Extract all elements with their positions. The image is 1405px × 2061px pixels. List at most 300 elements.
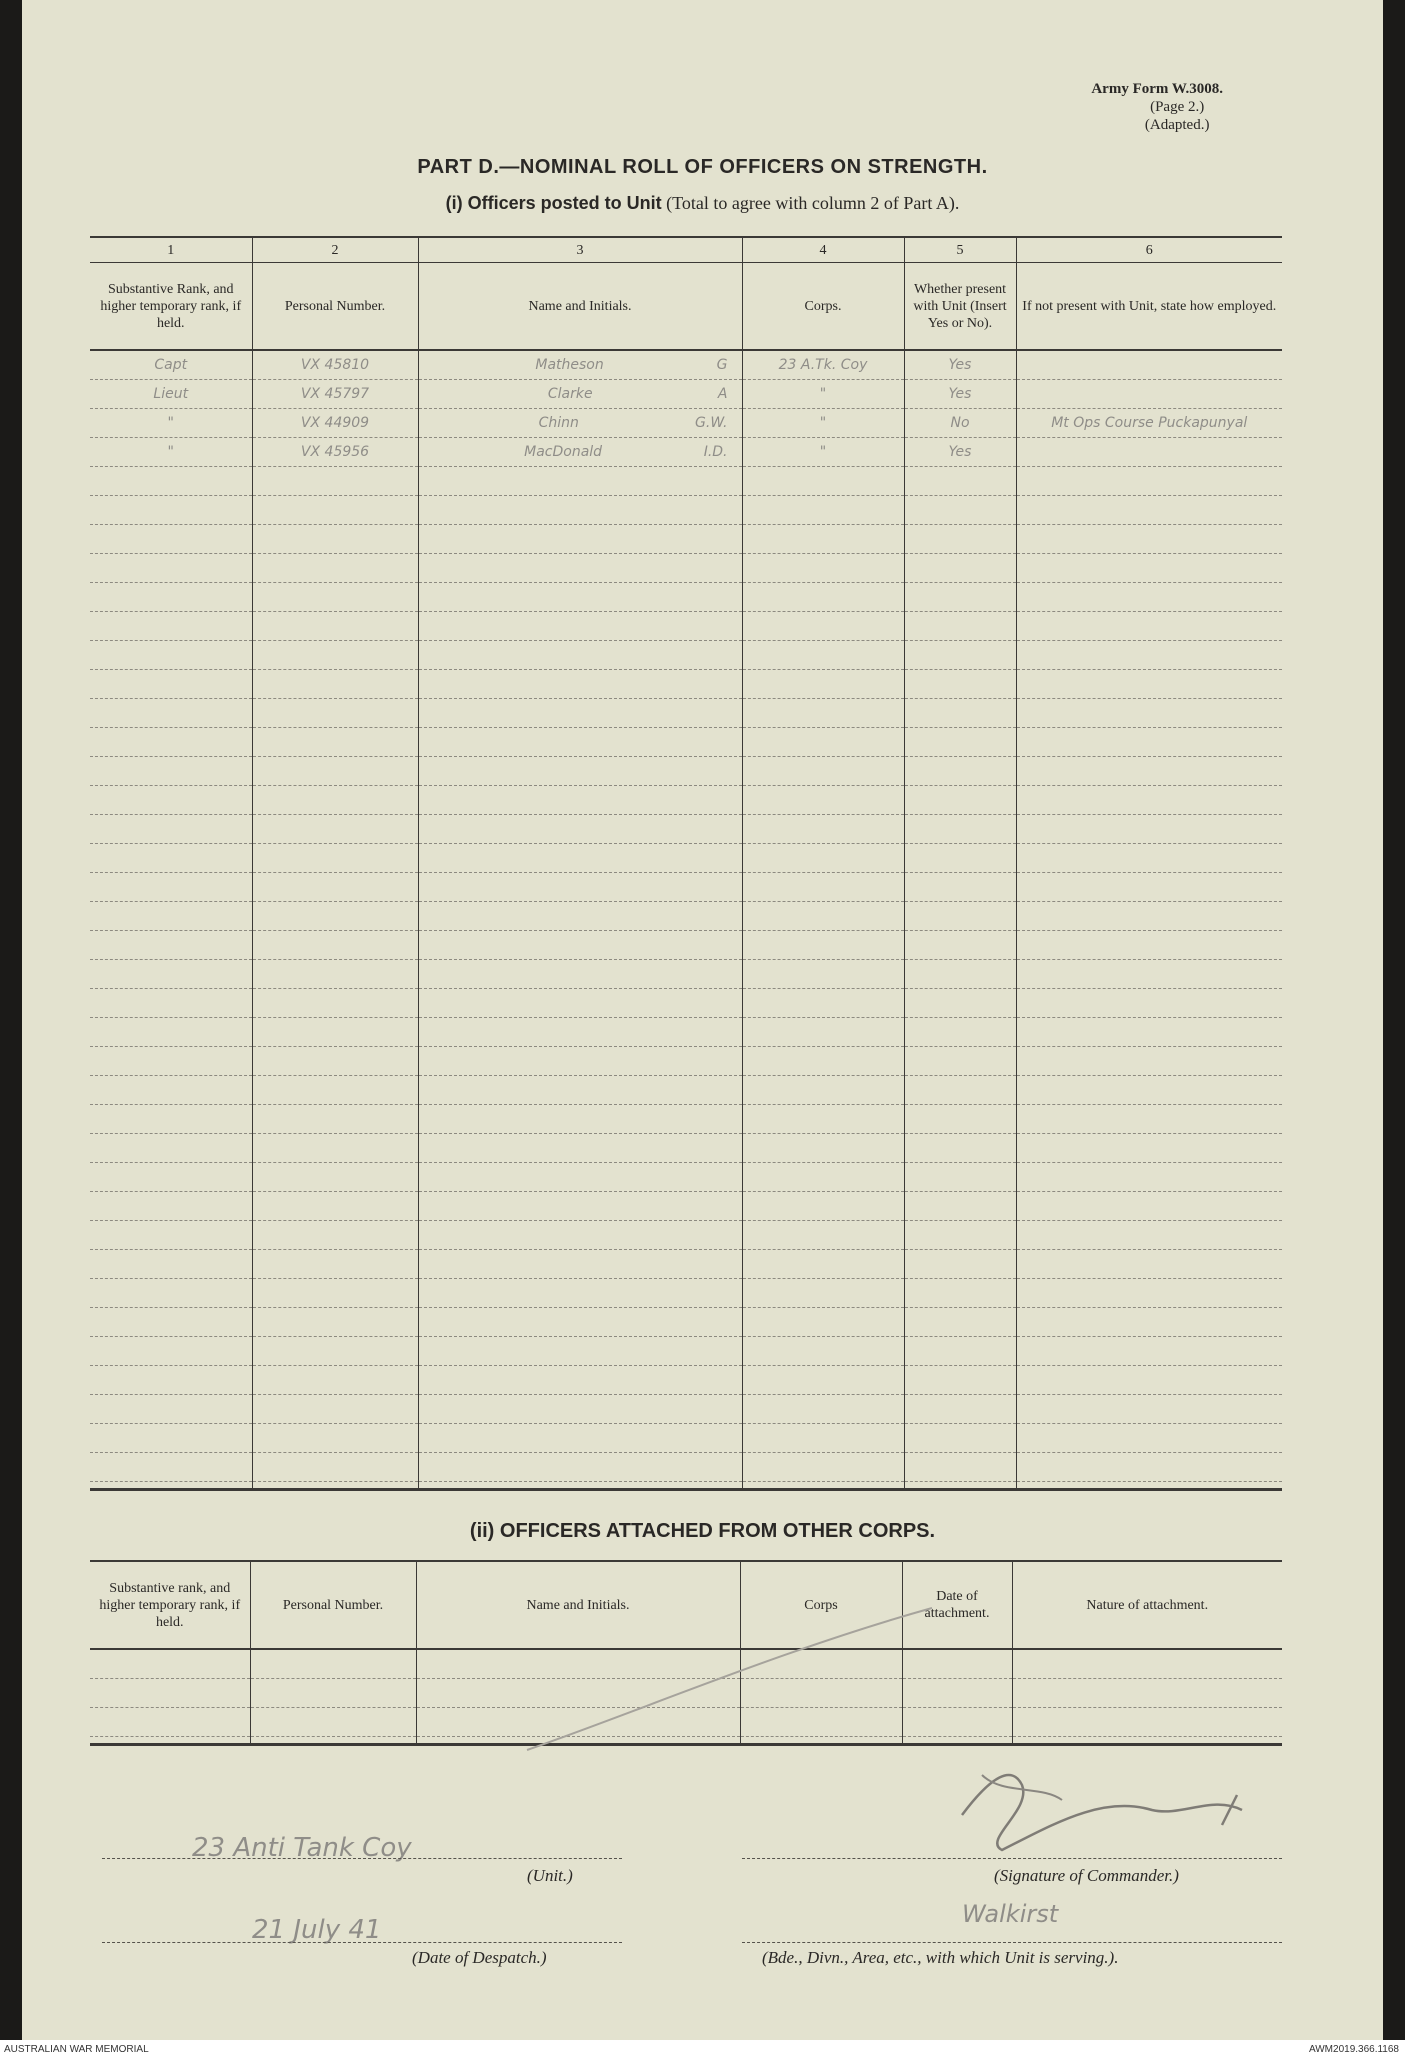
blank-cell — [1016, 1279, 1282, 1308]
blank-cell — [742, 1134, 904, 1163]
blank-cell — [904, 1250, 1016, 1279]
blank-cell — [418, 1047, 742, 1076]
blank-cell — [90, 931, 252, 960]
roll-row — [90, 931, 1282, 960]
blank-cell — [742, 612, 904, 641]
signature-label: (Signature of Commander.) — [994, 1866, 1179, 1885]
roll-row — [90, 350, 1282, 380]
blank-cell — [742, 1279, 904, 1308]
blank-cell — [90, 844, 252, 873]
blank-cell — [90, 1018, 252, 1047]
blank-cell — [904, 1453, 1016, 1482]
blank-cell — [742, 728, 904, 757]
blank-cell — [418, 1366, 742, 1395]
cell-name-initials — [418, 438, 742, 467]
blank-cell — [252, 1453, 418, 1482]
cell-corps: " — [742, 380, 904, 409]
rule-cell — [1016, 1482, 1282, 1490]
blank-cell — [252, 699, 418, 728]
blank-cell — [742, 931, 904, 960]
form-reference — [1091, 80, 1223, 134]
blank-cell — [418, 902, 742, 931]
roll-row — [90, 1192, 1282, 1221]
blank-cell — [252, 1308, 418, 1337]
signature-line — [742, 1858, 1282, 1859]
roll-row — [90, 1453, 1282, 1482]
blank-cell — [1016, 525, 1282, 554]
cell-personal-number: VX 44909 — [252, 409, 418, 438]
column-numbers-row — [90, 237, 1282, 263]
blank-cell — [252, 1250, 418, 1279]
formation-handwritten: Walkirst — [962, 1900, 1059, 1928]
roll-row — [90, 467, 1282, 496]
officer-initials: G.W. — [695, 414, 728, 431]
blank-cell — [1016, 786, 1282, 815]
blank-cell — [418, 583, 742, 612]
unit-line — [102, 1858, 622, 1859]
cell-employment — [1016, 438, 1282, 467]
officer-surname: MacDonald — [524, 443, 603, 460]
blank-cell — [252, 1221, 418, 1250]
blank-cell — [418, 815, 742, 844]
archive-accession: AWM2019.366.1168 — [1308, 2044, 1399, 2055]
blank-cell — [252, 1134, 418, 1163]
blank-cell — [1016, 699, 1282, 728]
roll-row — [90, 1047, 1282, 1076]
officers-posted-table — [90, 236, 1282, 1491]
header-employment: If not present with Unit, state how employed. — [1016, 263, 1282, 351]
rule-cell — [742, 1482, 904, 1490]
roll-row — [90, 554, 1282, 583]
blank-cell — [90, 554, 252, 583]
blank-cell — [904, 467, 1016, 496]
blank-cell — [418, 1279, 742, 1308]
header-corps: Corps. — [742, 263, 904, 351]
blank-cell — [418, 931, 742, 960]
blank-cell — [418, 1076, 742, 1105]
blank-cell — [252, 554, 418, 583]
blank-cell — [904, 989, 1016, 1018]
blank-cell — [1016, 583, 1282, 612]
roll-row — [90, 1018, 1282, 1047]
blank-cell — [418, 1105, 742, 1134]
blank-cell — [90, 786, 252, 815]
roll-row — [90, 670, 1282, 699]
blank-cell — [904, 960, 1016, 989]
rule-cell — [904, 1482, 1016, 1490]
blank-cell — [904, 583, 1016, 612]
unit-handwritten: 23 Anti Tank Coy — [192, 1833, 412, 1863]
blank-cell — [90, 960, 252, 989]
roll-row — [90, 1308, 1282, 1337]
blank-cell — [904, 1163, 1016, 1192]
roll-row — [90, 1395, 1282, 1424]
blank-cell — [1016, 1134, 1282, 1163]
blank-cell — [90, 525, 252, 554]
blank-cell — [90, 1192, 252, 1221]
date-line — [102, 1942, 622, 1943]
blank-cell — [904, 554, 1016, 583]
blank-cell — [90, 902, 252, 931]
blank-cell — [90, 1308, 252, 1337]
cell-present: Yes — [904, 380, 1016, 409]
blank-cell — [90, 1047, 252, 1076]
unit-label: (Unit.) — [527, 1866, 573, 1885]
blank-cell — [1016, 467, 1282, 496]
blank-cell — [904, 1076, 1016, 1105]
blank-cell — [252, 467, 418, 496]
blank-cell — [418, 844, 742, 873]
cell-present: Yes — [904, 350, 1016, 380]
cell-rank: Capt — [90, 350, 252, 380]
blank-cell — [90, 641, 252, 670]
blank-cell — [1016, 1366, 1282, 1395]
blank-cell — [418, 1308, 742, 1337]
formation-line — [742, 1942, 1282, 1943]
blank-cell — [904, 873, 1016, 902]
blank-cell — [742, 989, 904, 1018]
blank-cell — [904, 1424, 1016, 1453]
blank-cell — [742, 670, 904, 699]
officer-surname: Clarke — [547, 385, 593, 402]
blank-cell — [1016, 1076, 1282, 1105]
blank-cell — [418, 554, 742, 583]
blank-cell — [1016, 1105, 1282, 1134]
roll-row — [90, 641, 1282, 670]
blank-cell — [418, 1337, 742, 1366]
attached-header-nature: Nature of attachment. — [1012, 1561, 1282, 1649]
blank-cell — [418, 728, 742, 757]
blank-cell — [418, 1192, 742, 1221]
formation-label: (Bde., Divn., Area, etc., with which Unit is serving.). — [762, 1948, 1119, 1967]
blank-cell — [1016, 960, 1282, 989]
blank-cell — [418, 1018, 742, 1047]
blank-cell — [1016, 1337, 1282, 1366]
blank-cell — [742, 902, 904, 931]
roll-row — [90, 1076, 1282, 1105]
blank-cell — [252, 525, 418, 554]
blank-cell — [904, 1279, 1016, 1308]
blank-cell — [742, 1192, 904, 1221]
archive-footer — [0, 2040, 1405, 2061]
roll-row — [90, 757, 1282, 786]
roll-row — [90, 786, 1282, 815]
roll-row — [90, 612, 1282, 641]
blank-cell — [1016, 728, 1282, 757]
blank-cell — [252, 757, 418, 786]
officer-surname: Chinn — [538, 414, 579, 431]
blank-cell — [1016, 641, 1282, 670]
blank-cell — [1016, 1308, 1282, 1337]
blank-cell — [250, 1679, 416, 1708]
roll-row — [90, 525, 1282, 554]
blank-cell — [90, 1366, 252, 1395]
blank-cell — [904, 1395, 1016, 1424]
blank-cell — [252, 583, 418, 612]
cell-personal-number: VX 45810 — [252, 350, 418, 380]
rule-cell — [418, 1482, 742, 1490]
blank-cell — [1016, 1250, 1282, 1279]
blank-cell — [90, 1453, 252, 1482]
blank-cell — [252, 641, 418, 670]
blank-cell — [1016, 815, 1282, 844]
blank-cell — [418, 757, 742, 786]
roll-row — [90, 1221, 1282, 1250]
blank-cell — [418, 786, 742, 815]
blank-cell — [418, 612, 742, 641]
blank-cell — [90, 1076, 252, 1105]
column-number: 2 — [252, 237, 418, 263]
attached-header-date: Date of attachment. — [902, 1561, 1012, 1649]
rule-cell — [250, 1737, 416, 1745]
blank-cell — [252, 1047, 418, 1076]
form-adapted-note: (Adapted.) — [1144, 117, 1210, 133]
blank-cell — [904, 670, 1016, 699]
blank-cell — [252, 1018, 418, 1047]
blank-cell — [742, 641, 904, 670]
blank-cell — [418, 467, 742, 496]
rule-cell — [90, 1482, 252, 1490]
blank-cell — [252, 1163, 418, 1192]
blank-cell — [90, 699, 252, 728]
blank-cell — [90, 1708, 250, 1737]
blank-cell — [90, 1134, 252, 1163]
blank-cell — [252, 902, 418, 931]
cell-rank: Lieut — [90, 380, 252, 409]
blank-cell — [90, 1649, 250, 1679]
blank-cell — [904, 1366, 1016, 1395]
blank-cell — [90, 496, 252, 525]
blank-cell — [742, 1366, 904, 1395]
roll-row — [90, 728, 1282, 757]
blank-cell — [742, 1105, 904, 1134]
blank-cell — [1012, 1679, 1282, 1708]
officer-initials: I.D. — [703, 443, 728, 460]
blank-cell — [250, 1649, 416, 1679]
blank-cell — [742, 699, 904, 728]
roll-row — [90, 1337, 1282, 1366]
blank-cell — [90, 1279, 252, 1308]
blank-cell — [742, 525, 904, 554]
blank-cell — [90, 815, 252, 844]
blank-cell — [418, 1453, 742, 1482]
blank-cell — [90, 1105, 252, 1134]
blank-cell — [252, 1366, 418, 1395]
blank-cell — [742, 815, 904, 844]
column-number: 4 — [742, 237, 904, 263]
blank-cell — [90, 1424, 252, 1453]
roll-row — [90, 1366, 1282, 1395]
blank-cell — [904, 931, 1016, 960]
blank-cell — [742, 873, 904, 902]
blank-cell — [742, 786, 904, 815]
blank-cell — [252, 960, 418, 989]
blank-cell — [742, 467, 904, 496]
blank-cell — [742, 1424, 904, 1453]
header-row — [90, 263, 1282, 351]
blank-cell — [418, 873, 742, 902]
blank-cell — [1016, 496, 1282, 525]
blank-cell — [252, 844, 418, 873]
cell-personal-number: VX 45797 — [252, 380, 418, 409]
header-rank: Substantive Rank, and higher temporary rank, if held. — [90, 263, 252, 351]
roll-row — [90, 989, 1282, 1018]
roll-row — [90, 815, 1282, 844]
header-name-initials: Name and Initials. — [418, 263, 742, 351]
blank-cell — [418, 641, 742, 670]
blank-cell — [90, 1163, 252, 1192]
archive-name: AUSTRALIAN WAR MEMORIAL — [4, 2044, 149, 2055]
blank-cell — [252, 786, 418, 815]
blank-cell — [742, 1308, 904, 1337]
blank-cell — [904, 699, 1016, 728]
commander-signature — [922, 1755, 1282, 1865]
roll-row — [90, 873, 1282, 902]
blank-cell — [742, 1250, 904, 1279]
blank-cell — [904, 786, 1016, 815]
blank-cell — [1012, 1649, 1282, 1679]
blank-cell — [418, 1221, 742, 1250]
blank-cell — [252, 612, 418, 641]
cell-name-initials — [418, 350, 742, 380]
blank-cell — [252, 815, 418, 844]
roll-row — [90, 409, 1282, 438]
blank-cell — [90, 1250, 252, 1279]
blank-cell — [418, 1424, 742, 1453]
blank-cell — [1016, 873, 1282, 902]
attached-header-personal-number: Personal Number. — [250, 1561, 416, 1649]
blank-cell — [904, 728, 1016, 757]
blank-cell — [1016, 844, 1282, 873]
roll-row — [90, 699, 1282, 728]
blank-cell — [250, 1708, 416, 1737]
blank-cell — [1016, 612, 1282, 641]
officer-initials: A — [717, 385, 728, 402]
blank-cell — [904, 1337, 1016, 1366]
blank-cell — [904, 496, 1016, 525]
roll-row — [90, 902, 1282, 931]
blank-cell — [1016, 1453, 1282, 1482]
blank-cell — [904, 1018, 1016, 1047]
blank-cell — [252, 989, 418, 1018]
roll-row — [90, 1105, 1282, 1134]
blank-cell — [1016, 554, 1282, 583]
blank-cell — [1016, 1018, 1282, 1047]
blank-cell — [252, 1337, 418, 1366]
blank-cell — [742, 844, 904, 873]
blank-cell — [418, 525, 742, 554]
header-present: Whether present with Unit (Insert Yes or No). — [904, 263, 1016, 351]
blank-cell — [904, 525, 1016, 554]
blank-cell — [418, 960, 742, 989]
column-number: 5 — [904, 237, 1016, 263]
blank-cell — [742, 1163, 904, 1192]
blank-cell — [252, 1395, 418, 1424]
roll-row — [90, 380, 1282, 409]
roll-row — [90, 496, 1282, 525]
blank-cell — [1016, 1221, 1282, 1250]
blank-cell — [252, 1279, 418, 1308]
blank-cell — [742, 1076, 904, 1105]
blank-cell — [1016, 989, 1282, 1018]
cancel-stroke — [522, 1600, 942, 1760]
section-ii-heading: (ii) OFFICERS ATTACHED FROM OTHER CORPS. — [469, 1520, 936, 1542]
blank-cell — [252, 873, 418, 902]
cell-name-initials — [418, 380, 742, 409]
blank-cell — [1012, 1708, 1282, 1737]
officer-initials: G — [716, 356, 728, 373]
section-i-rest: (Total to agree with column 2 of Part A). — [661, 193, 960, 213]
blank-cell — [90, 1221, 252, 1250]
cell-corps: 23 A.Tk. Coy — [742, 350, 904, 380]
form-page-number: (Page 2.) — [1150, 99, 1205, 115]
blank-cell — [252, 1105, 418, 1134]
blank-cell — [904, 1047, 1016, 1076]
blank-cell — [904, 1221, 1016, 1250]
blank-cell — [90, 1395, 252, 1424]
blank-cell — [418, 699, 742, 728]
blank-cell — [742, 1018, 904, 1047]
roll-row — [90, 844, 1282, 873]
column-number: 3 — [418, 237, 742, 263]
roll-row — [90, 1279, 1282, 1308]
blank-cell — [252, 728, 418, 757]
blank-cell — [904, 1308, 1016, 1337]
blank-cell — [904, 1105, 1016, 1134]
roll-row — [90, 438, 1282, 467]
blank-cell — [418, 1250, 742, 1279]
blank-cell — [252, 1076, 418, 1105]
blank-cell — [1016, 670, 1282, 699]
blank-cell — [742, 496, 904, 525]
blank-cell — [742, 1221, 904, 1250]
blank-cell — [742, 757, 904, 786]
cell-rank: " — [90, 409, 252, 438]
roll-row — [90, 1134, 1282, 1163]
blank-cell — [418, 1163, 742, 1192]
blank-cell — [90, 728, 252, 757]
table-bottom-rule — [90, 1482, 1282, 1490]
blank-cell — [418, 1395, 742, 1424]
blank-cell — [418, 496, 742, 525]
blank-cell — [252, 496, 418, 525]
form-page — [22, 0, 1383, 2040]
blank-cell — [90, 612, 252, 641]
blank-cell — [418, 989, 742, 1018]
blank-cell — [1016, 902, 1282, 931]
blank-cell — [90, 989, 252, 1018]
date-label: (Date of Despatch.) — [412, 1948, 547, 1967]
blank-cell — [742, 960, 904, 989]
blank-cell — [904, 902, 1016, 931]
blank-cell — [90, 757, 252, 786]
blank-cell — [742, 583, 904, 612]
blank-cell — [252, 670, 418, 699]
section-i-heading — [22, 193, 1383, 214]
roll-row — [90, 1250, 1282, 1279]
blank-cell — [904, 612, 1016, 641]
blank-cell — [252, 1192, 418, 1221]
form-name: Army Form W.3008. — [1091, 81, 1223, 97]
roll-row — [90, 960, 1282, 989]
cell-employment — [1016, 380, 1282, 409]
blank-cell — [904, 844, 1016, 873]
cell-rank: " — [90, 438, 252, 467]
blank-cell — [252, 1424, 418, 1453]
blank-cell — [90, 467, 252, 496]
header-personal-number: Personal Number. — [252, 263, 418, 351]
blank-cell — [1016, 1424, 1282, 1453]
